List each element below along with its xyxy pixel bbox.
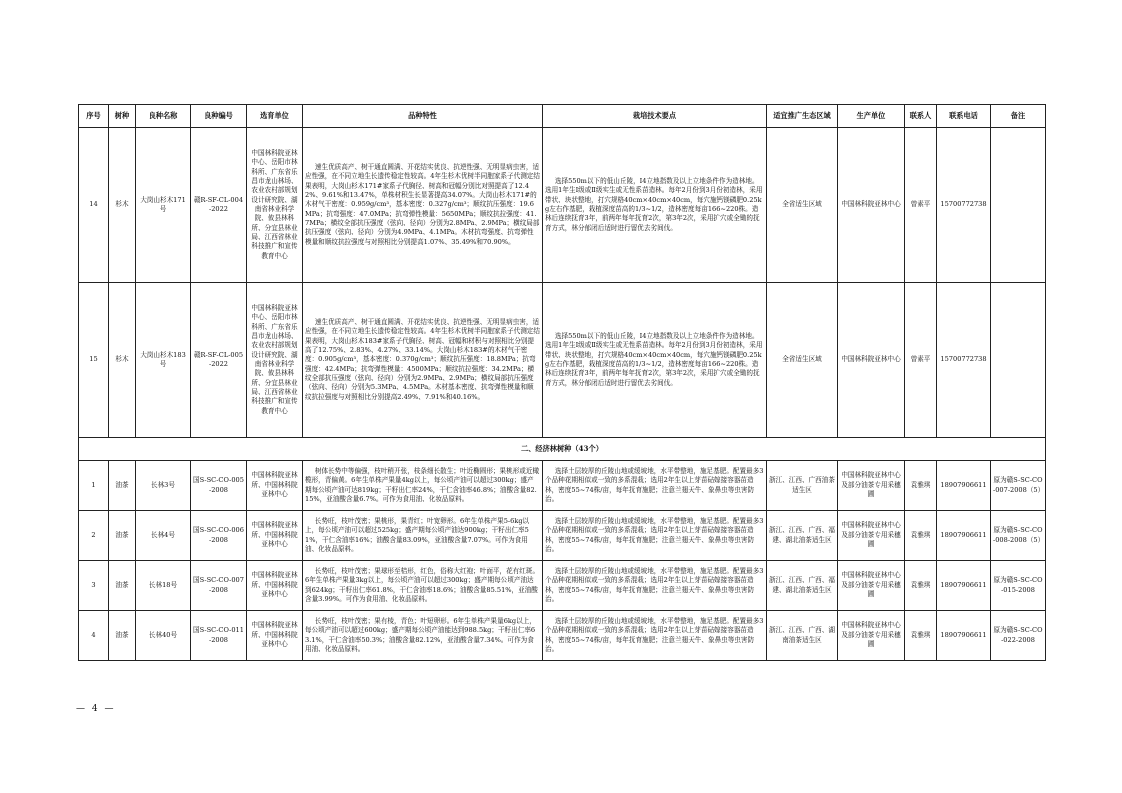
cell-breeder: 中国林科院亚林所、中国林科院亚林中心 <box>247 461 303 511</box>
header-cell: 联系电话 <box>937 105 991 128</box>
cell-species: 油茶 <box>109 461 136 511</box>
cell-code: 赣R-SF-CL-005-2022 <box>191 283 247 438</box>
table-row <box>79 611 1046 661</box>
cell-traits: 长势旺，枝叶茂密；果桃形，果青红；叶宽卵形。6年生单株产果5-6kg以上，每公顷产油可以超过525kg；盛产期每公顷产油达900kg；干籽出仁率51%，干仁含油率16%；油酸含量83.09%，亚油酸含量7.07%。可作为食用油、化妆品原料。 <box>303 511 543 561</box>
cell-code: 国S-SC-CO-005-2008 <box>191 461 247 511</box>
cell-producer: 中国林科院亚林中心及部分油茶专用采穗圃 <box>838 461 905 511</box>
header-cell: 良种编号 <box>191 105 247 128</box>
cell-tech: 选择550m以下的低山丘陵，I4立地指数及以上立地条件作为造林地。选用1年生Ⅰ级或Ⅱ级实生或无性系苗造林。每年2月份到3月份初造林，采用带状、块状整地，打穴规格40cm×40cm×40cm，每穴施钙镁磷肥0.25kg左右作基肥，栽植深度苗高的1/3~1/2，造林密度每亩166~220株。造林后连续抚育3年，前两年每年抚育2次，第3年2次，采用扩穴或全锄的抚育方式，林分郁闭后适时进行留优去劣间伐。 <box>543 283 767 438</box>
cell-phone: 18907906611 <box>937 611 991 661</box>
cell-name: 长林18号 <box>136 561 191 611</box>
header-cell: 品种特性 <box>303 105 543 128</box>
cell-note: 原为赣S-SC-CO-015-2008 <box>991 561 1046 611</box>
cell-contact: 袁雅琪 <box>905 461 937 511</box>
header-cell: 栽培技术要点 <box>543 105 767 128</box>
cell-contact: 曾素平 <box>905 283 937 438</box>
header-cell: 联系人 <box>905 105 937 128</box>
cell-region: 浙江、江西、广西、福建、湖北油茶适生区 <box>767 511 838 561</box>
cell-traits: 长势旺，枝叶茂密；果有棱，青色；叶短卵形。6年生单株产果量6kg以上，每公顷产油可以超过600kg；盛产期每公顷产油能达到988.5kg；干籽出仁率63.1%，干仁含油率50.3%；油酸含量82.12%，亚油酸含量7.34%。可作为食用油、化妆品原料。 <box>303 611 543 661</box>
header-row <box>79 105 1046 128</box>
cell-region: 浙江、江西、广西油茶适生区 <box>767 461 838 511</box>
cell-phone: 18907906611 <box>937 511 991 561</box>
cell-traits: 长势旺，枝叶茂密；果球形至桔形，红色，俗称大红袍；叶面平，花有红斑。6年生单株产果量3kg以上，每公顷产油可以超过300kg；盛产期每公顷产油达到624kg；干籽出仁率61.8%，干仁含油率18.6%；油酸含量85.51%，亚油酸含量3.99%。可作为食用油、化妆品原料。 <box>303 561 543 611</box>
cell-tech: 选择土层较厚的丘陵山地或缓坡地，水平带整地，施足基肥。配置最多3个品种花期相似或一致的多系混栽；选用2年生以上芽苗砧嫁接容器苗造林，密度55~74株/亩，每年抚育施肥；注意兰翅天牛、象鼻虫等虫害防治。 <box>543 461 767 511</box>
header-cell: 生产单位 <box>838 105 905 128</box>
cell-traits: 速生优质高产、树干通直圆满、开花结实优良、抗逆性强、无明显病虫害，适应性强，在不同立地生长遗传稳定性较高。4年生杉木优树半同胞家系子代测定结果表明，大岗山杉木171#家系子代胸径、树高和冠幅分别比对照提高了12.42%、9.61%和13.47%，单株材积生长显著提高34.07%。大岗山杉木171#的木材气干密度：0.959g/cm³，基本密度：0.327g/cm³；顺纹抗压强度：19.6MPa；抗弯强度：47.0MPa；抗弯弹性模量：5650MPa；顺纹抗拉强度：41.7MPa；横纹全部抗压强度（弦向、径向）分别为2.8MPa、2.9MPa；横纹局部抗压强度（弦向、径向）分别为4.9MPa、4.1MPa。木材抗弯强度、抗弯弹性模量和顺纹抗拉强度与对照相比分别提高1.07%、35.49%和70.90%。 <box>303 128 543 283</box>
cell-phone: 18907906611 <box>937 561 991 611</box>
cell-producer: 中国林科院亚林中心 <box>838 283 905 438</box>
table-row <box>79 128 1046 283</box>
cell-name: 长林3号 <box>136 461 191 511</box>
cell-region: 全省适生区域 <box>767 283 838 438</box>
table-row <box>79 561 1046 611</box>
cell-note <box>991 283 1046 438</box>
cell-tech: 选择土层较厚的丘陵山地或缓坡地，水平带整地，施足基肥。配置最多3个品种花期相似或一致的多系混栽；选用2年生以上芽苗砧嫁接容器苗造林，密度55~74株/亩，每年抚育施肥；注意兰翅天牛、象鼻虫等虫害防治。 <box>543 511 767 561</box>
cell-species: 杉木 <box>109 128 136 283</box>
cell-species: 油茶 <box>109 561 136 611</box>
cell-code: 国S-SC-CO-007-2008 <box>191 561 247 611</box>
cell-breeder: 中国林科院亚林中心、岳阳市林科所、广东省乐昌市龙山林场、农业农村部规划设计研究院、湖南省林业科学院、攸县林科所、分宜县林业局、江西省林业科技推广和宣传教育中心 <box>247 283 303 438</box>
cell-species: 油茶 <box>109 511 136 561</box>
cell-producer: 中国林科院亚林中心 <box>838 128 905 283</box>
cell-species: 杉木 <box>109 283 136 438</box>
cell-name: 大岗山杉木183号 <box>136 283 191 438</box>
page-number: — 4 — <box>76 704 116 714</box>
variety-table <box>78 104 1046 661</box>
cell-code: 国S-SC-CO-006-2008 <box>191 511 247 561</box>
cell-phone: 15700772738 <box>937 283 991 438</box>
cell-no: 3 <box>79 561 109 611</box>
table-row <box>79 511 1046 561</box>
cell-note: 原为赣S-SC-CO-008-2008（5） <box>991 511 1046 561</box>
cell-name: 长林40号 <box>136 611 191 661</box>
cell-no: 15 <box>79 283 109 438</box>
header-cell: 序号 <box>79 105 109 128</box>
cell-tech: 选择土层较厚的丘陵山地或缓坡地，水平带整地，施足基肥。配置最多3个品种花期相似或一致的多系混栽；选用2年生以上芽苗砧嫁接容器苗造林，密度55~74株/亩，每年抚育施肥；注意兰翅天牛、象鼻虫等虫害防治。 <box>543 611 767 661</box>
cell-note: 原为赣S-SC-CO-022-2008 <box>991 611 1046 661</box>
cell-contact: 曾素平 <box>905 128 937 283</box>
cell-breeder: 中国林科院亚林所、中国林科院亚林中心 <box>247 511 303 561</box>
document-page <box>78 104 1045 661</box>
cell-note: 原为赣S-SC-CO-007-2008（5） <box>991 461 1046 511</box>
section-row <box>79 438 1046 461</box>
header-cell: 良种名称 <box>136 105 191 128</box>
cell-traits: 树体长势中等偏强，枝叶稍开张，枝条细长散生；叶近椭圆形；果桃形或近橄榄形，青偏黄。6年生单株产果量4kg以上，每公顷产油可以超过300kg；盛产期每公顷产油可达819kg；干籽出仁率24%，干仁含油率46.8%；油酸含量82.15%，亚油酸含量6.7%。可作为食用油、化妆品原料。 <box>303 461 543 511</box>
cell-region: 浙江、江西、广西、福建、湖北油茶适生区 <box>767 561 838 611</box>
header-cell: 备注 <box>991 105 1046 128</box>
cell-contact: 袁雅琪 <box>905 611 937 661</box>
cell-note <box>991 128 1046 283</box>
cell-species: 油茶 <box>109 611 136 661</box>
cell-producer: 中国林科院亚林中心及部分油茶专用采穗圃 <box>838 511 905 561</box>
cell-breeder: 中国林科院亚林所、中国林科院亚林中心 <box>247 611 303 661</box>
cell-name: 长林4号 <box>136 511 191 561</box>
table-row <box>79 461 1046 511</box>
cell-region: 浙江、江西、广西、湖南油茶适生区 <box>767 611 838 661</box>
table-row <box>79 283 1046 438</box>
header-cell: 选育单位 <box>247 105 303 128</box>
cell-producer: 中国林科院亚林中心及部分油茶专用采穗圃 <box>838 561 905 611</box>
cell-traits: 速生优质高产、树干通直圆满、开花结实优良、抗逆性强、无明显病虫害，适应性强，在不同立地生长遗传稳定性较高。4年生杉木优树半同胞家系子代测定结果表明，大岗山杉木183#家系子代胸径、树高、冠幅和材积与对照相比分别提高了12.75%、2.83%、4.27%、33.14%。大岗山杉木183#的木材气干密度：0.905g/cm³，基本密度：0.370g/cm³；顺纹抗压强度：18.8MPa；抗弯强度：42.4MPa；抗弯弹性模量：4500MPa；顺纹抗拉强度：34.2MPa；横纹全部抗压强度（弦向、径向）分别为2.9MPa、2.9MPa；横纹局部抗压强度（弦向、径向）分别为5.3MPa、4.5MPa。木材基本密度、抗弯弹性模量和顺纹抗拉强度与对照相比分别提高2.49%、7.91%和40.16%。 <box>303 283 543 438</box>
cell-contact: 袁雅琪 <box>905 561 937 611</box>
cell-contact: 袁雅琪 <box>905 511 937 561</box>
header-cell: 树种 <box>109 105 136 128</box>
cell-phone: 15700772738 <box>937 128 991 283</box>
cell-no: 14 <box>79 128 109 283</box>
cell-region: 全省适生区域 <box>767 128 838 283</box>
cell-no: 4 <box>79 611 109 661</box>
section-title: 二、经济林树种（43个） <box>79 438 1046 461</box>
cell-breeder: 中国林科院亚林中心、岳阳市林科所、广东省乐昌市龙山林场、农业农村部规划设计研究院、湖南省林业科学院、攸县林科所、分宜县林业局、江西省林业科技推广和宣传教育中心 <box>247 128 303 283</box>
cell-no: 2 <box>79 511 109 561</box>
cell-tech: 选择土层较厚的丘陵山地或缓坡地，水平带整地，施足基肥。配置最多3个品种花期相似或一致的多系混栽；选用2年生以上芽苗砧嫁接容器苗造林，密度55~74株/亩，每年抚育施肥；注意兰翅天牛、象鼻虫等虫害防治。 <box>543 561 767 611</box>
cell-breeder: 中国林科院亚林所、中国林科院亚林中心 <box>247 561 303 611</box>
cell-code: 国S-SC-CO-011-2008 <box>191 611 247 661</box>
cell-name: 大岗山杉木171号 <box>136 128 191 283</box>
cell-phone: 18907906611 <box>937 461 991 511</box>
cell-no: 1 <box>79 461 109 511</box>
cell-tech: 选择550m以下的低山丘陵，I4立地指数及以上立地条件作为造林地。选用1年生Ⅰ级或Ⅱ级实生或无性系苗造林。每年2月份到3月份初造林，采用带状、块状整地，打穴规格40cm×40cm×40cm，每穴施钙镁磷肥0.25kg左右作基肥，栽植深度苗高的1/3~1/2，造林密度每亩166~220株。造林后连续抚育3年，前两年每年抚育2次，第3年2次，采用扩穴或全锄的抚育方式，林分郁闭后适时进行留优去劣间伐。 <box>543 128 767 283</box>
header-cell: 适宜推广生态区域 <box>767 105 838 128</box>
cell-producer: 中国林科院亚林中心及部分油茶专用采穗圃 <box>838 611 905 661</box>
cell-code: 赣R-SF-CL-004-2022 <box>191 128 247 283</box>
